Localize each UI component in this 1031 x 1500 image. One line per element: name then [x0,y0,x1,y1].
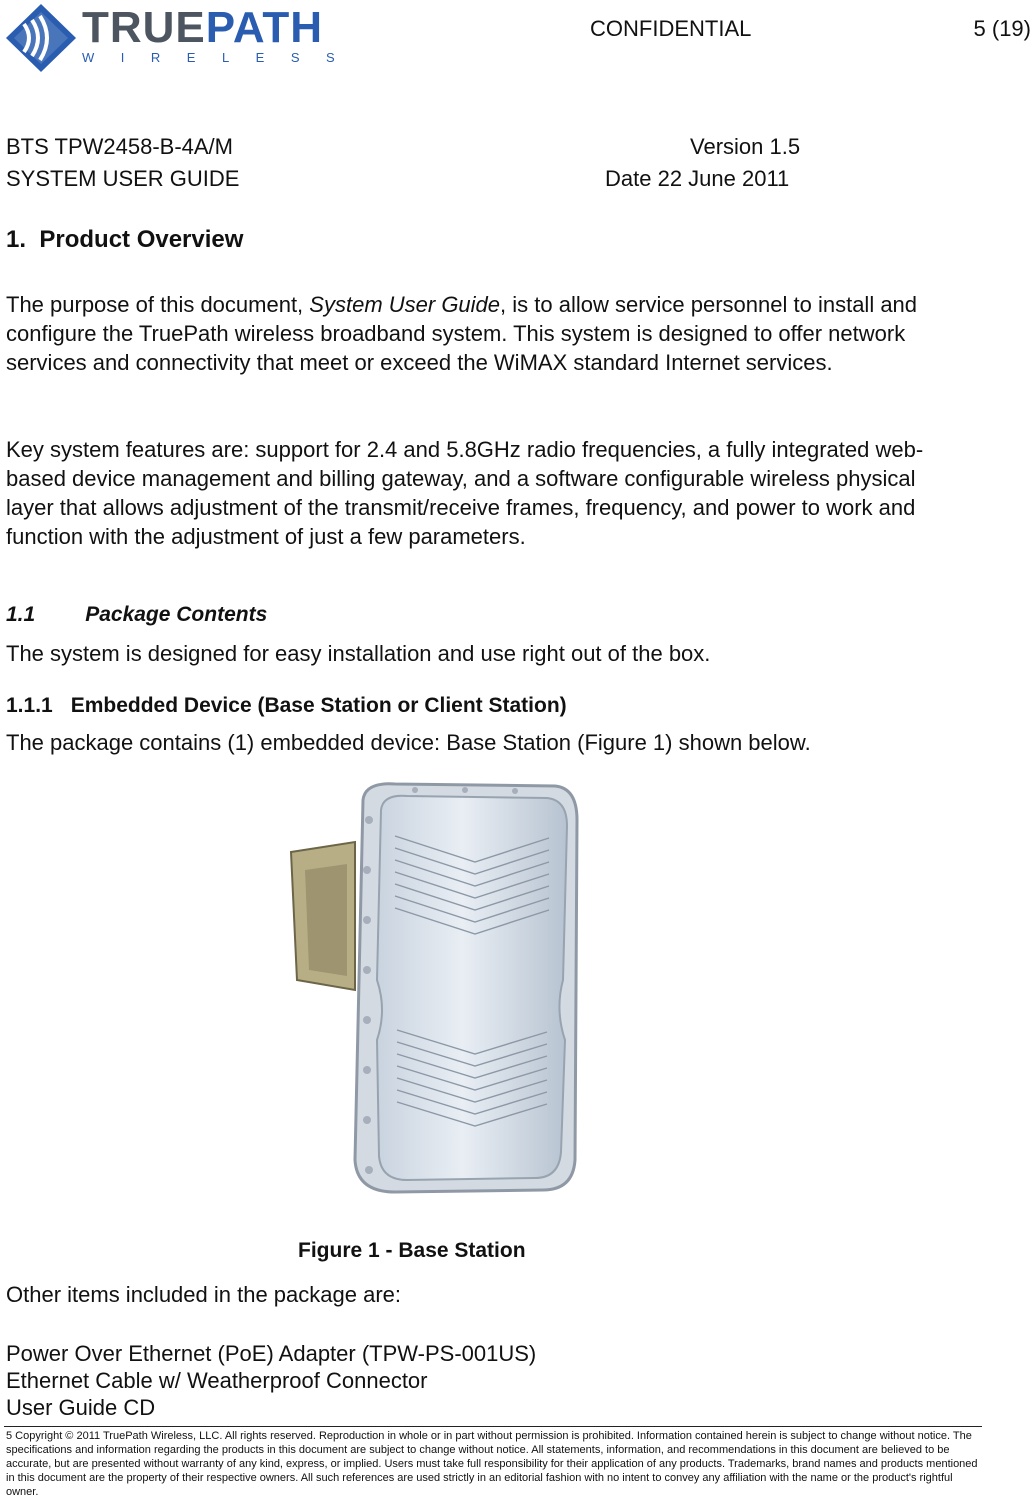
section-title: Product Overview [39,226,244,253]
subsubsection-heading-embedded-device [6,694,567,718]
other-items-intro: Other items included in the package are: [6,1282,402,1307]
subsubsection-title: Embedded Device (Base Station or Client Station) [70,694,567,717]
logo-subtitle: WIRELESS [82,50,362,65]
package-items-list [6,1340,536,1421]
section-heading-product-overview [6,226,243,254]
section-number: 1. [6,226,27,253]
package-contents-text: The system is designed for easy installation and use right out of the box. [6,641,711,666]
footer-divider [4,1426,982,1427]
page-number: 5 (19) [973,16,1031,41]
confidential-label: CONFIDENTIAL [590,16,752,41]
truepath-logo [4,2,362,74]
list-item: Power Over Ethernet (PoE) Adapter (TPW-PS-001US) [6,1341,537,1366]
list-item: Ethernet Cable w/ Weatherproof Connector [6,1368,428,1393]
doc-name-emphasis: System User Guide [309,292,501,317]
document-version: Version 1.5 [690,134,801,159]
figure-caption: Figure 1 - Base Station [298,1239,526,1262]
embedded-device-text: The package contains (1) embedded device: Base Station (Figure 1) shown below. [6,730,811,755]
subsubsection-number: 1.1.1 [6,694,53,717]
document-id: BTS TPW2458-B-4A/M [6,134,233,159]
document-date: Date 22 June 2011 [605,166,790,191]
document-title: SYSTEM USER GUIDE [6,166,240,191]
list-item: User Guide CD [6,1395,156,1420]
subsection-heading-package-contents [6,603,267,627]
footer-copyright: 5 Copyright © 2011 TruePath Wireless, LLC. All rights reserved. Reproduction in whole or in part without permission is prohibited. Information contained herein is subject to change without notice. The specifications and information regarding the products in this document are subject to change without notice. All statements, information, and recommendations in this document are believed to be accurate, but are presented without warranty of any kind, express, or implied. Users must take full responsibility for their application of any products. Trademarks, brand names and products mentioned in this document are the property of their respective owners. All such references are used strictly in an editorial fashion with no intent to convey any affiliation with the name or the product's rightful owner. [6,1430,978,1498]
logo-emblem-icon [4,2,78,74]
logo-word-path: PATH [205,3,324,52]
subsection-title: Package Contents [85,603,268,626]
logo-word-true: TRUE [82,3,206,52]
subsection-number: 1.1 [6,603,36,626]
base-station-image [285,780,585,1200]
overview-paragraph-2: Key system features are: support for 2.4 and 5.8GHz radio frequencies, a fully integrated web-based device management and billing gateway, and a software configurable wireless physical layer that allows adjustment of the transmit/receive frames, frequency, and power to work and function with the adjustment of just a few parameters. [6,437,924,549]
logo-wordmark [82,3,324,52]
overview-paragraph-1: The purpose of this document, System User Guide, is to allow service personnel to install and configure the TruePath wireless broadband system. This system is designed to offer network services and connectivity that meet or exceed the WiMAX standard Internet services. [6,292,918,375]
